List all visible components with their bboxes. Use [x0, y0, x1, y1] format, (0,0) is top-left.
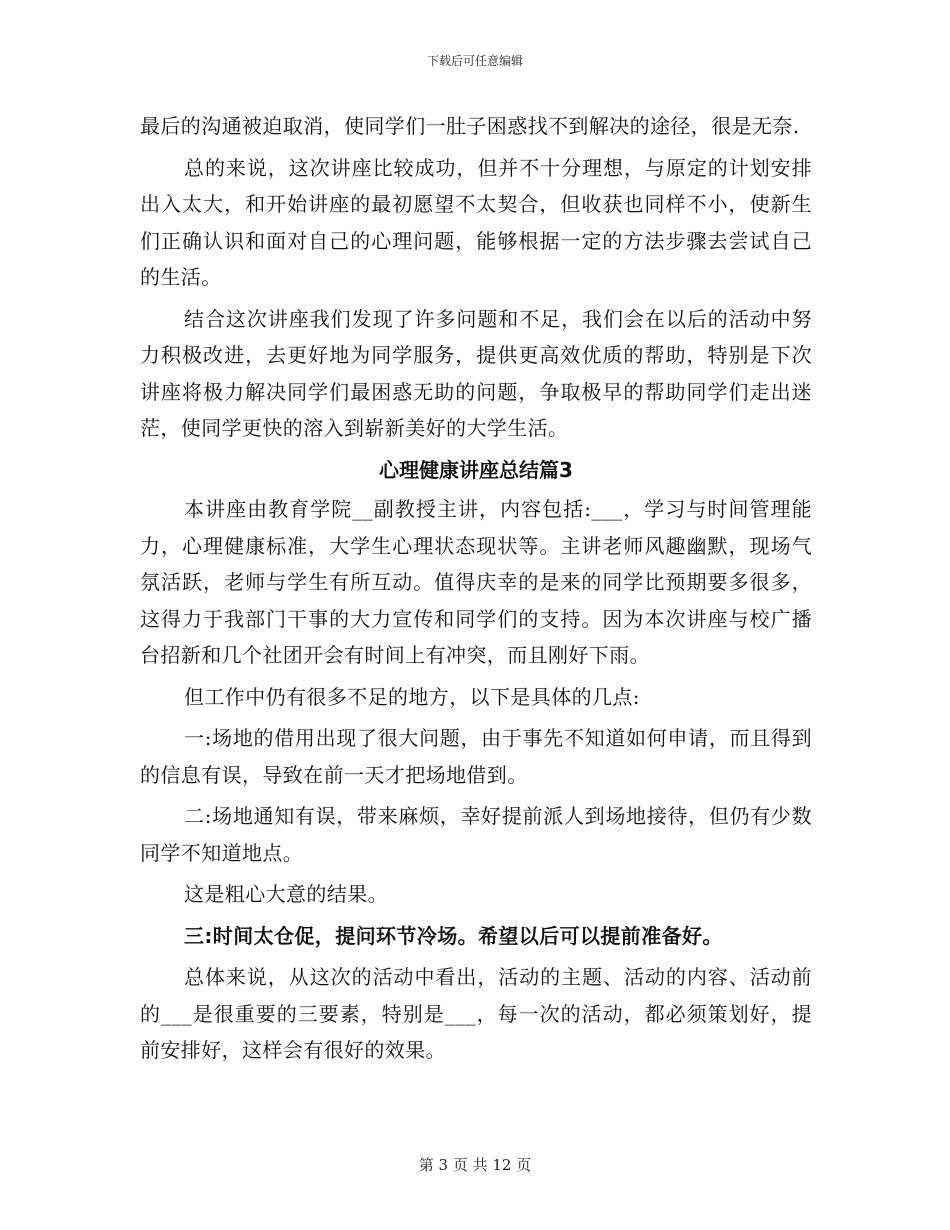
list-item-three: 三:时间太仓促，提问环节冷场。希望以后可以提前准备好。 — [184, 923, 723, 948]
list-item-two: 二:场地通知有误，带来麻烦，幸好提前派人到场地接待，但仍有少数同学不知道地点。 — [140, 804, 812, 865]
section-title: 心理健康讲座总结篇3 — [379, 457, 573, 482]
paragraph-shortcomings: 但工作中仍有很多不足的地方，以下是具体的几点: — [184, 684, 640, 709]
page-number: 第 3 页 共 12 页 — [418, 1156, 532, 1174]
page-header: 下载后可任意编辑 — [426, 54, 523, 68]
list-item-one: 一:场地的借用出现了很大问题，由于事先不知道如何申请，而且得到的信息有误，导致在前一天才把场地借到。 — [140, 726, 812, 787]
paragraph-improvement: 结合这次讲座我们发现了许多问题和不足，我们会在以后的活动中努力积极改进，去更好地为同学服务，提供更高效优质的帮助，特别是下次讲座将极力解决同学们最困惑无助的问题，争取极早的帮助同学们走出迷茫，使同学更快的溶入到崭新美好的大学生活。 — [140, 306, 812, 440]
paragraph-intro: 本讲座由教育学院__副教授主讲，内容包括:___，学习与时间管理能力，心理健康标准，大学生心理状态现状等。主讲老师风趣幽默，现场气氛活跃，老师与学生有所互动。值得庆幸的是来的同学比预期要多很多，这得力于我部门干事的大力宣传和同学们的支持。因为本次讲座与校广播台招新和几个社团开会有时间上有冲突，而且刚好下雨。 — [140, 497, 812, 667]
paragraph-conclusion: 总体来说，从这次的活动中看出，活动的主题、活动的内容、活动前的___是很重要的三要素，特别是___，每一次的活动，都必须策划好，提前安排好，这样会有很好的效果。 — [140, 965, 812, 1062]
document-body — [140, 108, 812, 1074]
paragraph-summary: 总的来说，这次讲座比较成功，但并不十分理想，与原定的计划安排出入太大，和开始讲座的最初愿望不太契合，但收获也同样不小，使新生们正确认识和面对自己的心理问题，能够根据一定的方法步骤去尝试自己的生活。 — [140, 155, 812, 289]
paragraph-carelessness: 这是粗心大意的结果。 — [184, 882, 388, 906]
paragraph-continuation: 最后的沟通被迫取消，使同学们一肚子困惑找不到解决的途径，很是无奈. — [140, 114, 800, 138]
